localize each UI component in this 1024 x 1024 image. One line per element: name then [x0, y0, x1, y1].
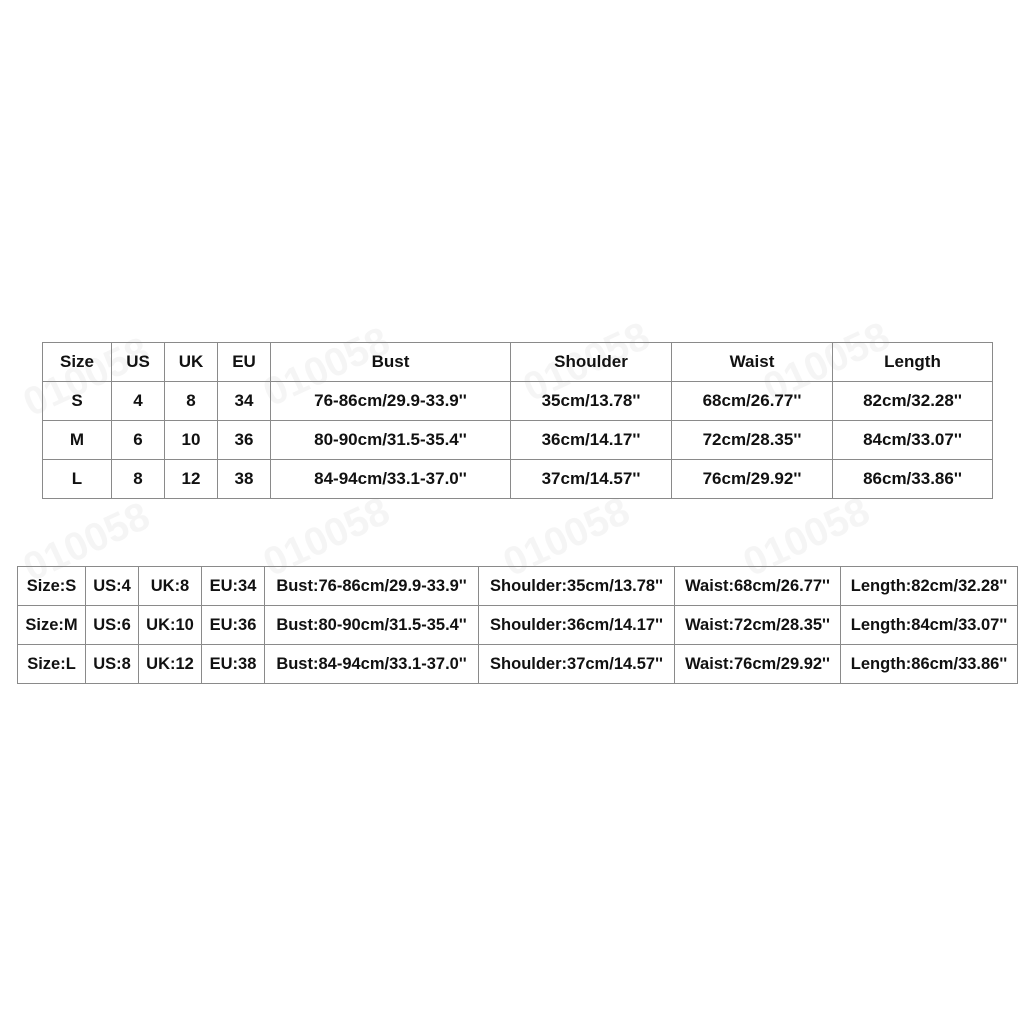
table-cell: Waist:68cm/26.77'' [675, 567, 841, 606]
table-row [18, 645, 1018, 684]
table-cell: 34 [218, 382, 271, 421]
table-cell: Shoulder:36cm/14.17'' [479, 606, 675, 645]
table-row [43, 382, 993, 421]
table-cell: Waist:76cm/29.92'' [675, 645, 841, 684]
table-cell: 68cm/26.77'' [672, 382, 833, 421]
table-cell: Bust:76-86cm/29.9-33.9'' [265, 567, 479, 606]
table-row [18, 567, 1018, 606]
table-cell: 38 [218, 460, 271, 499]
table-cell: Waist:72cm/28.35'' [675, 606, 841, 645]
table-cell: Size:L [18, 645, 86, 684]
header-eu: EU [218, 343, 271, 382]
header-shoulder: Shoulder [511, 343, 672, 382]
size-chart-table [42, 342, 993, 499]
table-cell: 86cm/33.86'' [833, 460, 993, 499]
table-cell: Bust:84-94cm/33.1-37.0'' [265, 645, 479, 684]
table-cell: 8 [165, 382, 218, 421]
table-cell: 84cm/33.07'' [833, 421, 993, 460]
table-cell: 36 [218, 421, 271, 460]
table-cell: 76cm/29.92'' [672, 460, 833, 499]
table-cell: US:4 [86, 567, 139, 606]
table-cell: Shoulder:35cm/13.78'' [479, 567, 675, 606]
table-cell: 82cm/32.28'' [833, 382, 993, 421]
table-row [43, 421, 993, 460]
table-cell: US:8 [86, 645, 139, 684]
header-us: US [112, 343, 165, 382]
table-header-row [43, 343, 993, 382]
table-cell: L [43, 460, 112, 499]
table-cell: 84-94cm/33.1-37.0'' [271, 460, 511, 499]
table-cell: Size:M [18, 606, 86, 645]
table-cell: Length:86cm/33.86'' [841, 645, 1018, 684]
table-cell: EU:38 [202, 645, 265, 684]
table-cell: 72cm/28.35'' [672, 421, 833, 460]
table-cell: Length:84cm/33.07'' [841, 606, 1018, 645]
table-cell: 35cm/13.78'' [511, 382, 672, 421]
table-cell: Length:82cm/32.28'' [841, 567, 1018, 606]
table-cell: 37cm/14.57'' [511, 460, 672, 499]
table-cell: UK:10 [139, 606, 202, 645]
header-size: Size [43, 343, 112, 382]
table-cell: UK:8 [139, 567, 202, 606]
table-row [43, 460, 993, 499]
table-cell: EU:36 [202, 606, 265, 645]
table-cell: 10 [165, 421, 218, 460]
table-cell: 6 [112, 421, 165, 460]
table-cell: 36cm/14.17'' [511, 421, 672, 460]
header-bust: Bust [271, 343, 511, 382]
table-cell: S [43, 382, 112, 421]
table-cell: Bust:80-90cm/31.5-35.4'' [265, 606, 479, 645]
table-cell: Size:S [18, 567, 86, 606]
table-cell: 4 [112, 382, 165, 421]
size-chart-compact-table [17, 566, 1018, 684]
table-cell: M [43, 421, 112, 460]
table-cell: 12 [165, 460, 218, 499]
header-uk: UK [165, 343, 218, 382]
table-cell: 76-86cm/29.9-33.9'' [271, 382, 511, 421]
table-cell: EU:34 [202, 567, 265, 606]
table-cell: UK:12 [139, 645, 202, 684]
table-cell: US:6 [86, 606, 139, 645]
table-row [18, 606, 1018, 645]
header-length: Length [833, 343, 993, 382]
table-cell: Shoulder:37cm/14.57'' [479, 645, 675, 684]
header-waist: Waist [672, 343, 833, 382]
table-cell: 80-90cm/31.5-35.4'' [271, 421, 511, 460]
table-cell: 8 [112, 460, 165, 499]
